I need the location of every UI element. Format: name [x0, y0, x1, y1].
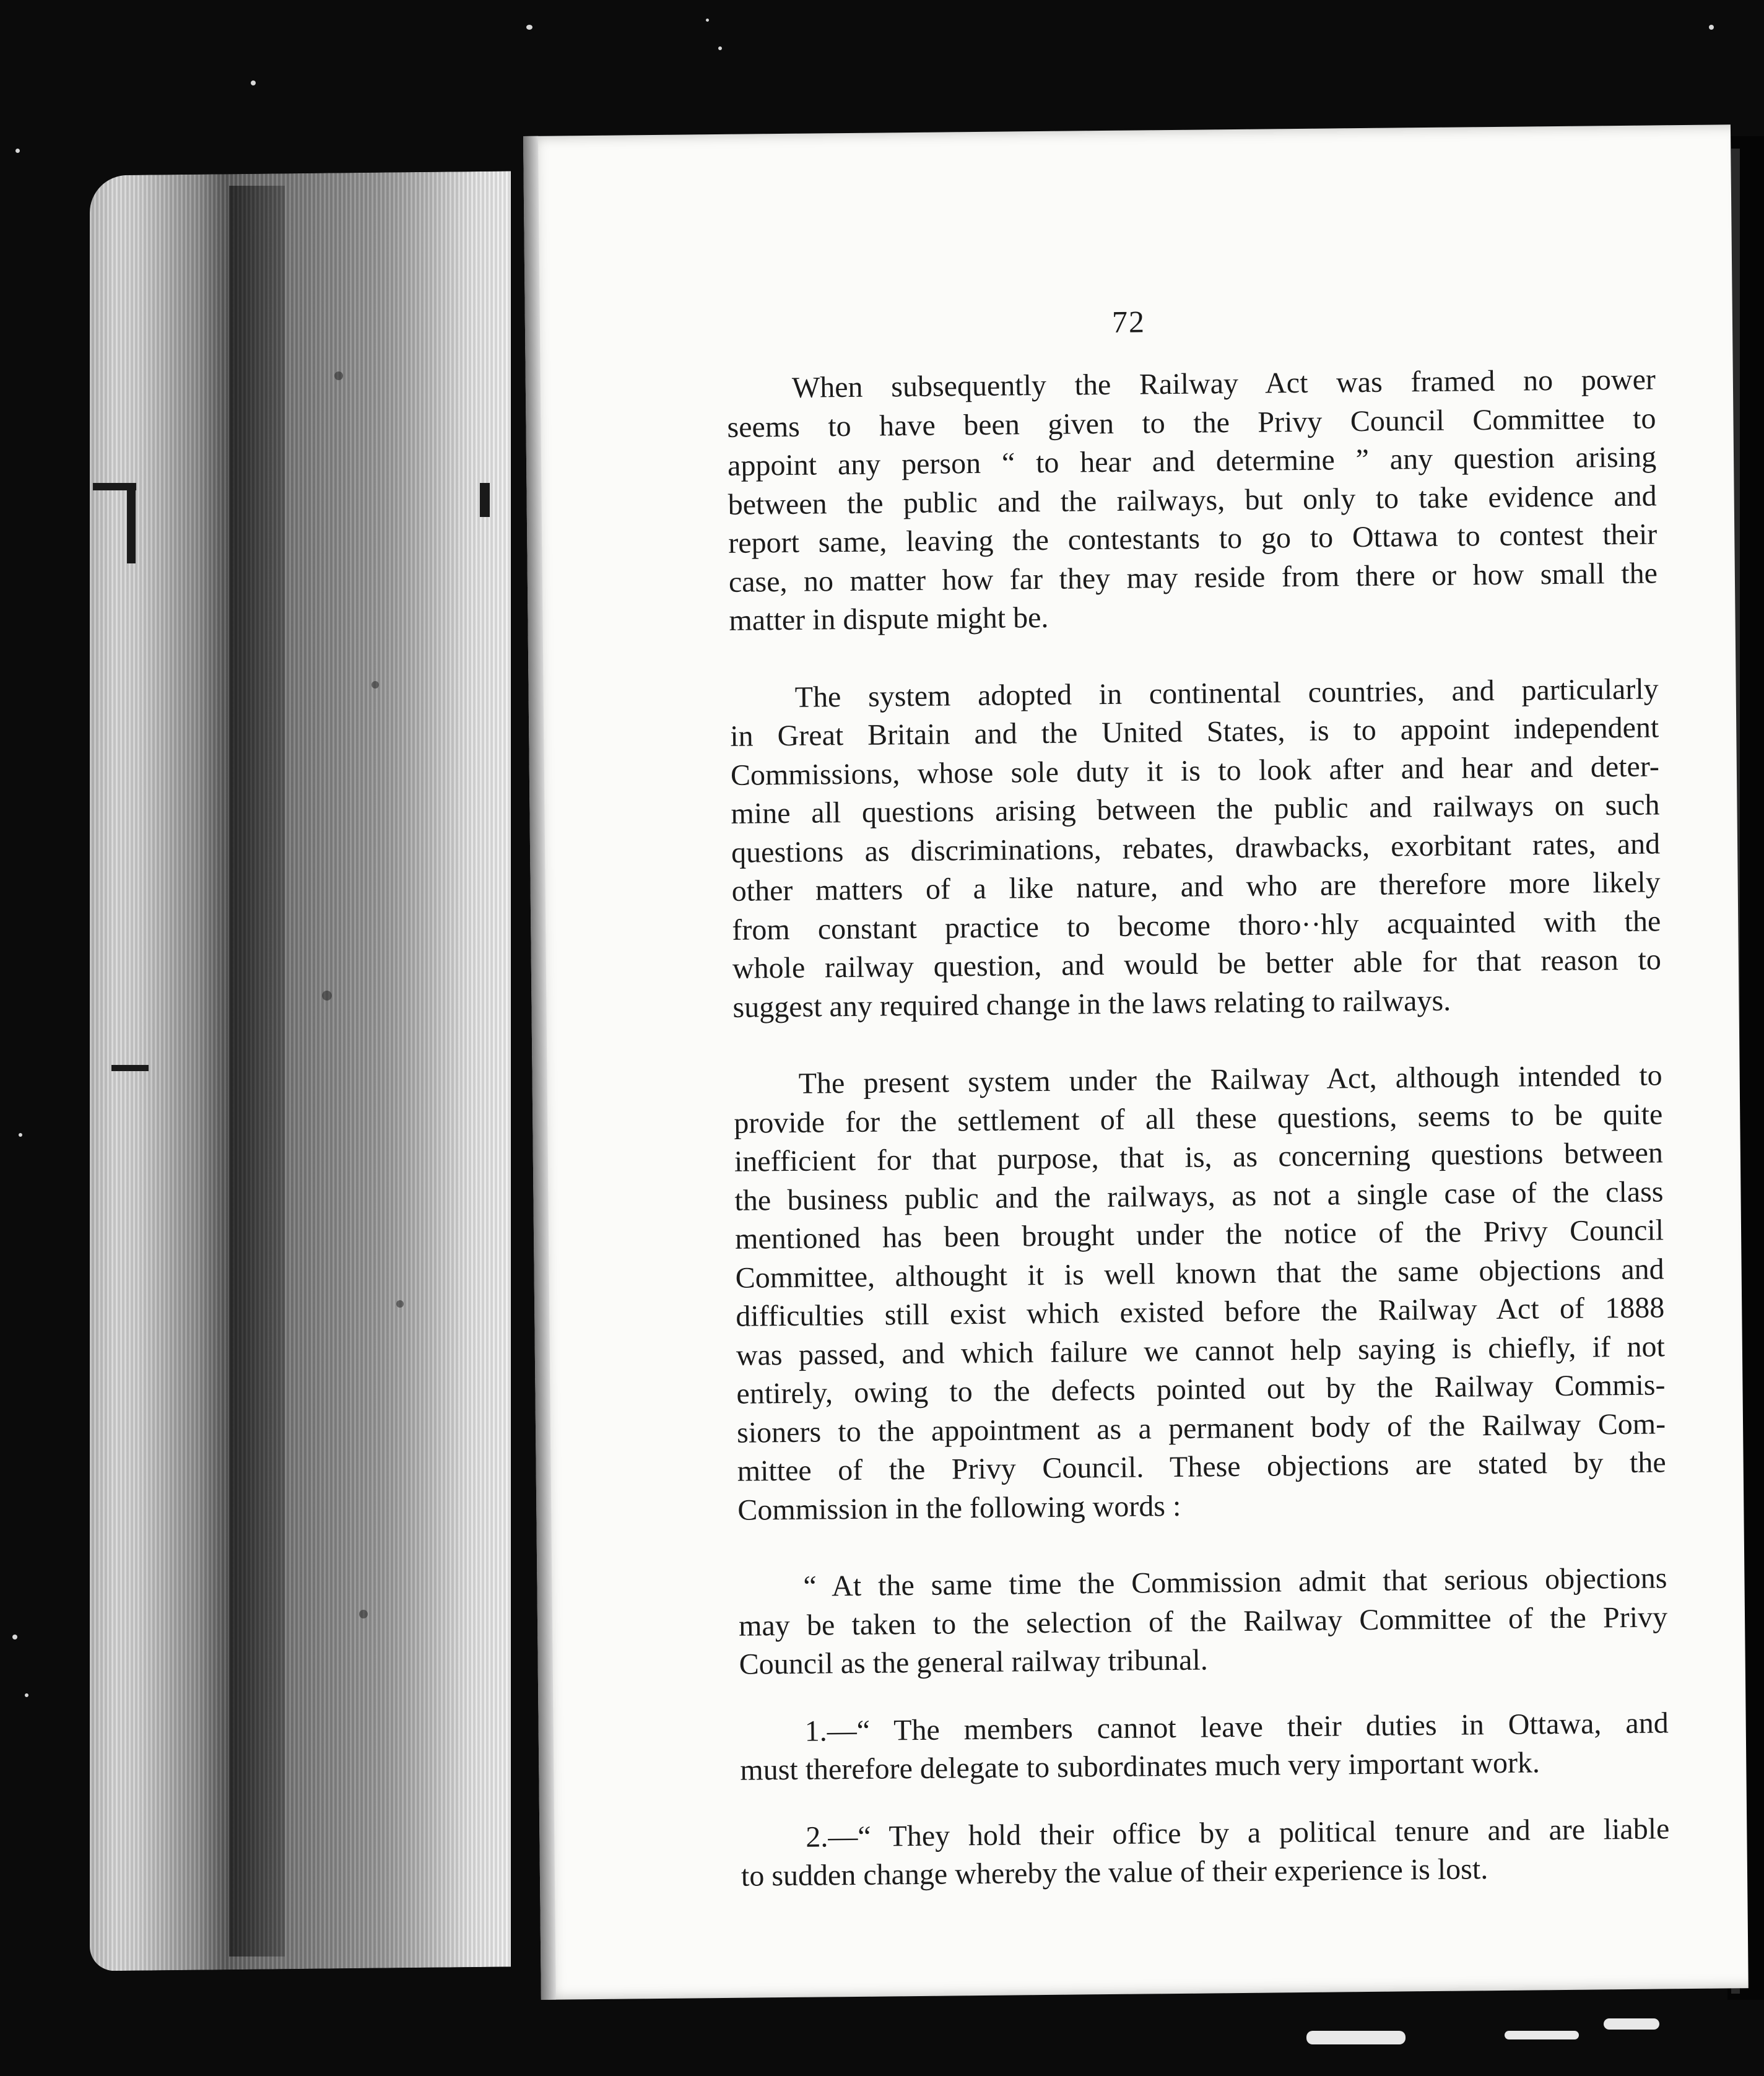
text-line: Commissions, whose sole duty it is to look after and hear and deter- [730, 749, 1660, 792]
text-line: other matters of a like nature, and who are therefore more likely [731, 866, 1661, 908]
text-line: 2.—“ They hold their office by a political tenure and are liable [806, 1812, 1670, 1854]
text-line: from constant practice to become thoro··hly acquainted with the [732, 904, 1661, 947]
paper-mottle [334, 371, 343, 380]
book-edge-crack [480, 483, 490, 517]
book-edge-crack [127, 489, 136, 563]
paper-mottle [371, 681, 379, 688]
text-line: Commission in the following words : [737, 1489, 1181, 1527]
text-line: seems to have been given to the Privy Council Committee to [727, 401, 1656, 444]
page-number: 72 [1111, 304, 1146, 339]
text-line: the business public and the railways, as not a single case of the class [734, 1175, 1664, 1217]
text-line: mine all questions arising between the public and railways on such [731, 788, 1660, 830]
text-line: appoint any person “ to hear and determine ” any question arising [727, 440, 1657, 482]
page-body-text [727, 360, 1671, 1896]
scan-artifact [1505, 2031, 1579, 2039]
quotation-paragraph [738, 1559, 1668, 1684]
text-line: mittee of the Privy Council. These objections are stated by the [737, 1446, 1666, 1488]
background-speck [718, 46, 722, 50]
text-line: When subsequently the Railway Act was framed no power [791, 363, 1656, 404]
text-line: whole railway question, and would be better able for that reason to [732, 943, 1662, 985]
text-line: entirely, owing to the defects pointed out by the Railway Commis- [736, 1368, 1666, 1410]
paper-mottle [359, 1610, 368, 1618]
objection-2 [741, 1810, 1670, 1896]
text-line: Committee, althought it is well known that the same objections and [735, 1252, 1664, 1295]
text-line: The system adopted in continental countries, and particularly [794, 672, 1659, 714]
text-line: Council as the general railway tribunal. [739, 1643, 1209, 1681]
text-line: was passed, and which failure we cannot help saying is chiefly, if not [736, 1329, 1666, 1372]
background-speck [25, 1693, 28, 1697]
text-line: “ At the same time the Commission admit that serious objections [803, 1561, 1667, 1603]
background-speck [19, 1133, 22, 1137]
background-speck [526, 25, 532, 30]
text-line: mentioned has been brought under the notice of the Privy Council [734, 1214, 1664, 1256]
paragraph-1 [727, 360, 1658, 640]
paragraph-2 [729, 670, 1661, 1027]
paper-mottle [322, 991, 332, 1001]
text-line: in Great Britain and the United States, is to appoint independent [730, 711, 1659, 753]
text-line: The present system under the Railway Act, although intended to [798, 1059, 1662, 1100]
text-line: provide for the settlement of all these questions, seems to be quite [734, 1097, 1663, 1140]
text-line: to sudden change whereby the value of their experience is lost. [741, 1852, 1488, 1893]
text-line: difficulties still exist which existed before the Railway Act of 1888 [736, 1291, 1665, 1333]
text-line: must therefore delegate to subordinates much very important work. [740, 1746, 1540, 1787]
text-line: sioners to the appointment as a permanent body of the Railway Com- [736, 1407, 1666, 1449]
text-line: between the public and the railways, but only to take evidence and [728, 479, 1657, 521]
objection-1 [739, 1704, 1669, 1790]
scan-artifact [1604, 2018, 1659, 2030]
background-speck [706, 19, 709, 22]
text-line: case, no matter how far they may reside from there or how small the [728, 556, 1658, 599]
book-page [523, 124, 1749, 2000]
text-line: questions as discriminations, rebates, drawbacks, exorbitant rates, and [731, 827, 1661, 869]
text-line: may be taken to the selection of the Railway Committee of the Privy [738, 1600, 1668, 1643]
paragraph-3 [733, 1056, 1666, 1529]
text-line: suggest any required change in the laws relating to railways. [732, 984, 1451, 1024]
scan-artifact [1306, 2031, 1406, 2044]
paper-mottle [396, 1300, 404, 1308]
text-line: matter in dispute might be. [729, 601, 1049, 637]
book-edge-crack [111, 1065, 149, 1071]
background-speck [251, 80, 256, 85]
background-speck [15, 149, 20, 153]
text-line: 1.—“ The members cannot leave their duties in Ottawa, and [804, 1706, 1669, 1748]
text-line: inefficient for that purpose, that is, as concerning questions between [734, 1136, 1664, 1178]
book-edge-shadow-band [229, 186, 285, 1957]
text-line: report same, leaving the contestants to go to Ottawa to contest their [728, 518, 1658, 560]
background-speck [1709, 25, 1714, 30]
background-speck [12, 1635, 17, 1640]
book-fore-edge [90, 171, 511, 1971]
page-gutter-shadow [523, 136, 556, 2000]
